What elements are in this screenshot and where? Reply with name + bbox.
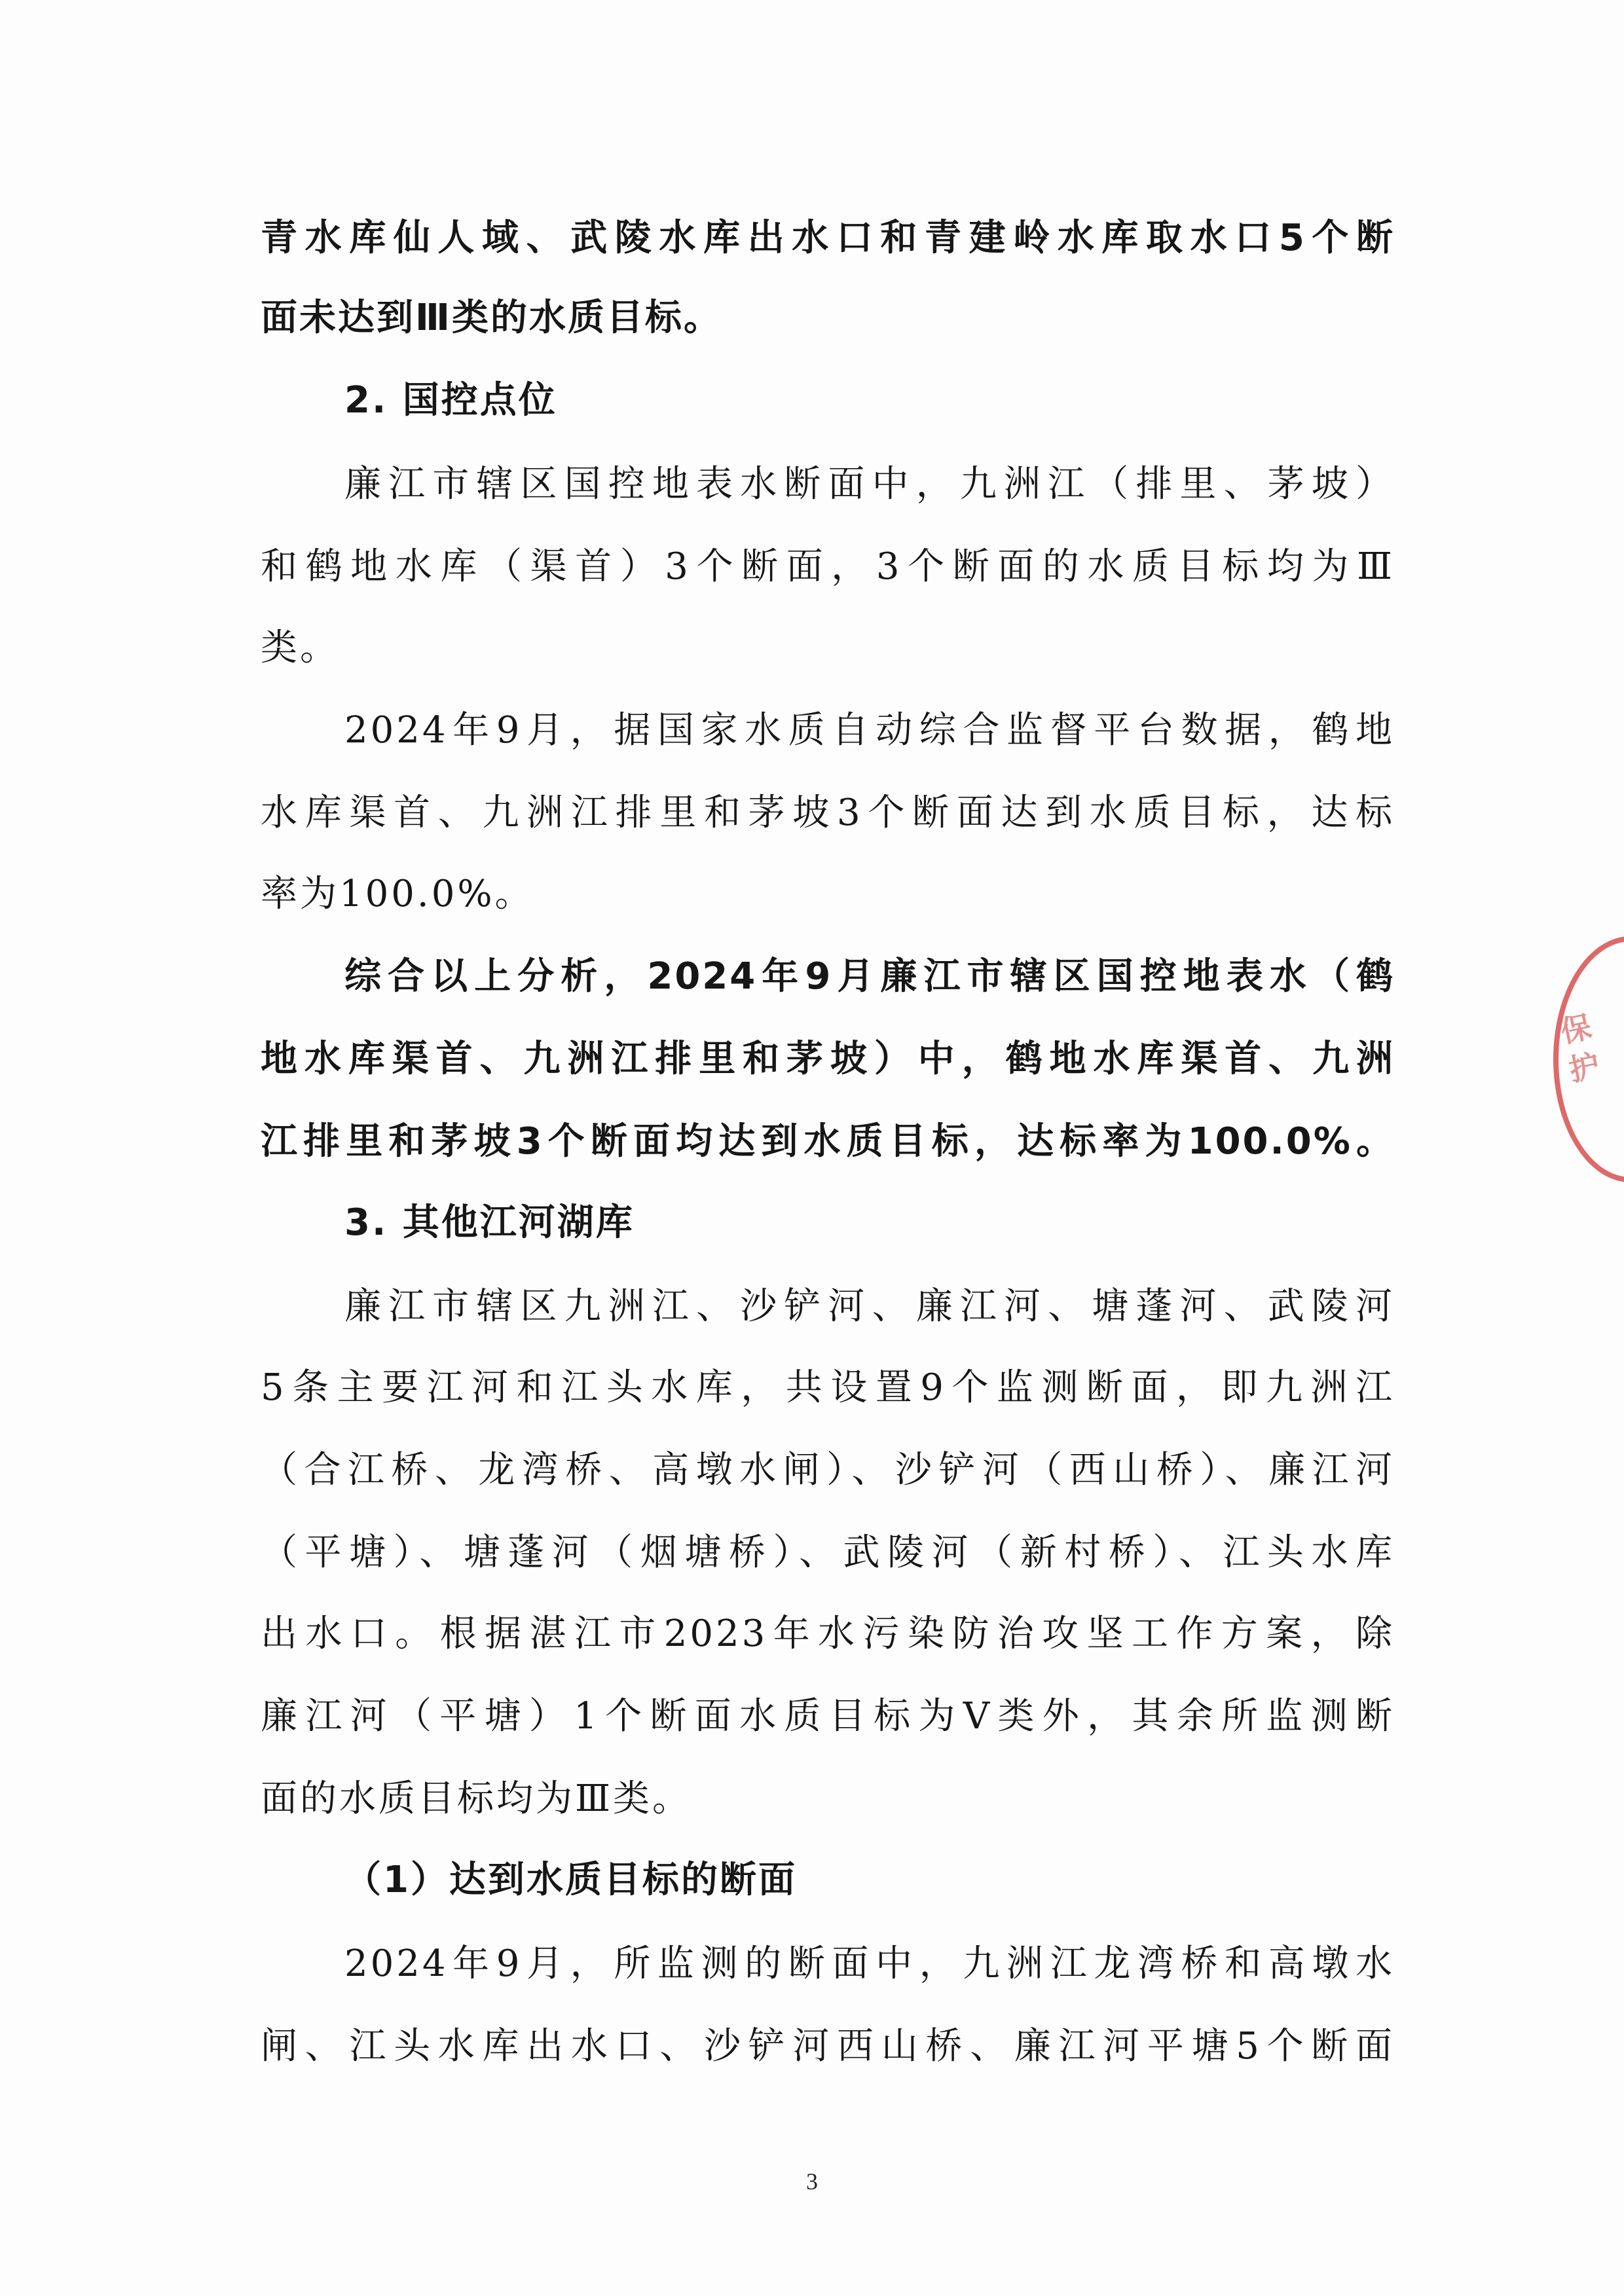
paragraph-2-line-2: 和鹤地水库（渠首）3个断面，3个断面的水质目标均为Ⅲ bbox=[261, 545, 1395, 588]
paragraph-5-line-6: 廉江河（平塘）1个断面水质目标为Ⅴ类外，其余所监测断 bbox=[261, 1695, 1395, 1738]
paragraph-1-line-2: 面未达到Ⅲ类的水质目标。 bbox=[261, 297, 722, 339]
paragraph-1-line-1: 青水库仙人域、武陵水库出水口和青建岭水库取水口5个断 bbox=[261, 217, 1395, 259]
heading-national-sites: 2. 国控点位 bbox=[344, 379, 557, 422]
paragraph-4-line-2: 地水库渠首、九洲江排里和茅坡）中，鹤地水库渠首、九洲 bbox=[261, 1038, 1395, 1080]
heading-meeting-targets: （1）达到水质目标的断面 bbox=[344, 1859, 797, 1901]
paragraph-4-line-3: 江排里和茅坡3个断面均达到水质目标，达标率为100.0%。 bbox=[261, 1120, 1395, 1163]
paragraph-3-line-3: 率为100.0%。 bbox=[261, 873, 534, 915]
official-seal-fragment bbox=[1553, 936, 1624, 1182]
paragraph-6-line-1: 2024年9月，所监测的断面中，九洲江龙湾桥和高墩水 bbox=[344, 1942, 1395, 1985]
heading-other-rivers: 3. 其他江河湖库 bbox=[344, 1201, 635, 1244]
paragraph-5-line-1: 廉江市辖区九洲江、沙铲河、廉江河、塘蓬河、武陵河 bbox=[344, 1285, 1395, 1328]
paragraph-5-line-2: 5条主要江河和江头水库，共设置9个监测断面，即九洲江 bbox=[261, 1366, 1395, 1409]
page-number: 3 bbox=[806, 2168, 818, 2195]
paragraph-5-line-7: 面的水质目标均为Ⅲ类。 bbox=[261, 1777, 692, 1820]
paragraph-5-line-4: （平塘）、塘蓬河（烟塘桥）、武陵河（新村桥）、江头水库 bbox=[261, 1531, 1395, 1574]
paragraph-3-line-1: 2024年9月，据国家水质自动综合监督平台数据，鹤地 bbox=[344, 709, 1395, 752]
paragraph-2-line-3: 类。 bbox=[261, 627, 339, 669]
paragraph-3-line-2: 水库渠首、九洲江排里和茅坡3个断面达到水质目标，达标 bbox=[261, 792, 1395, 834]
paragraph-4-line-1: 综合以上分析，2024年9月廉江市辖区国控地表水（鹤 bbox=[344, 955, 1395, 998]
paragraph-5-line-3: （合江桥、龙湾桥、高墩水闸）、沙铲河（西山桥）、廉江河 bbox=[261, 1449, 1395, 1491]
seal-text: 保护 bbox=[1557, 1008, 1603, 1088]
paragraph-2-line-1: 廉江市辖区国控地表水断面中，九洲江（排里、茅坡） bbox=[344, 463, 1395, 505]
paragraph-5-line-5: 出水口。根据湛江市2023年水污染防治攻坚工作方案，除 bbox=[261, 1613, 1395, 1655]
paragraph-6-line-2: 闸、江头水库出水口、沙铲河西山桥、廉江河平塘5个断面 bbox=[261, 2025, 1395, 2068]
